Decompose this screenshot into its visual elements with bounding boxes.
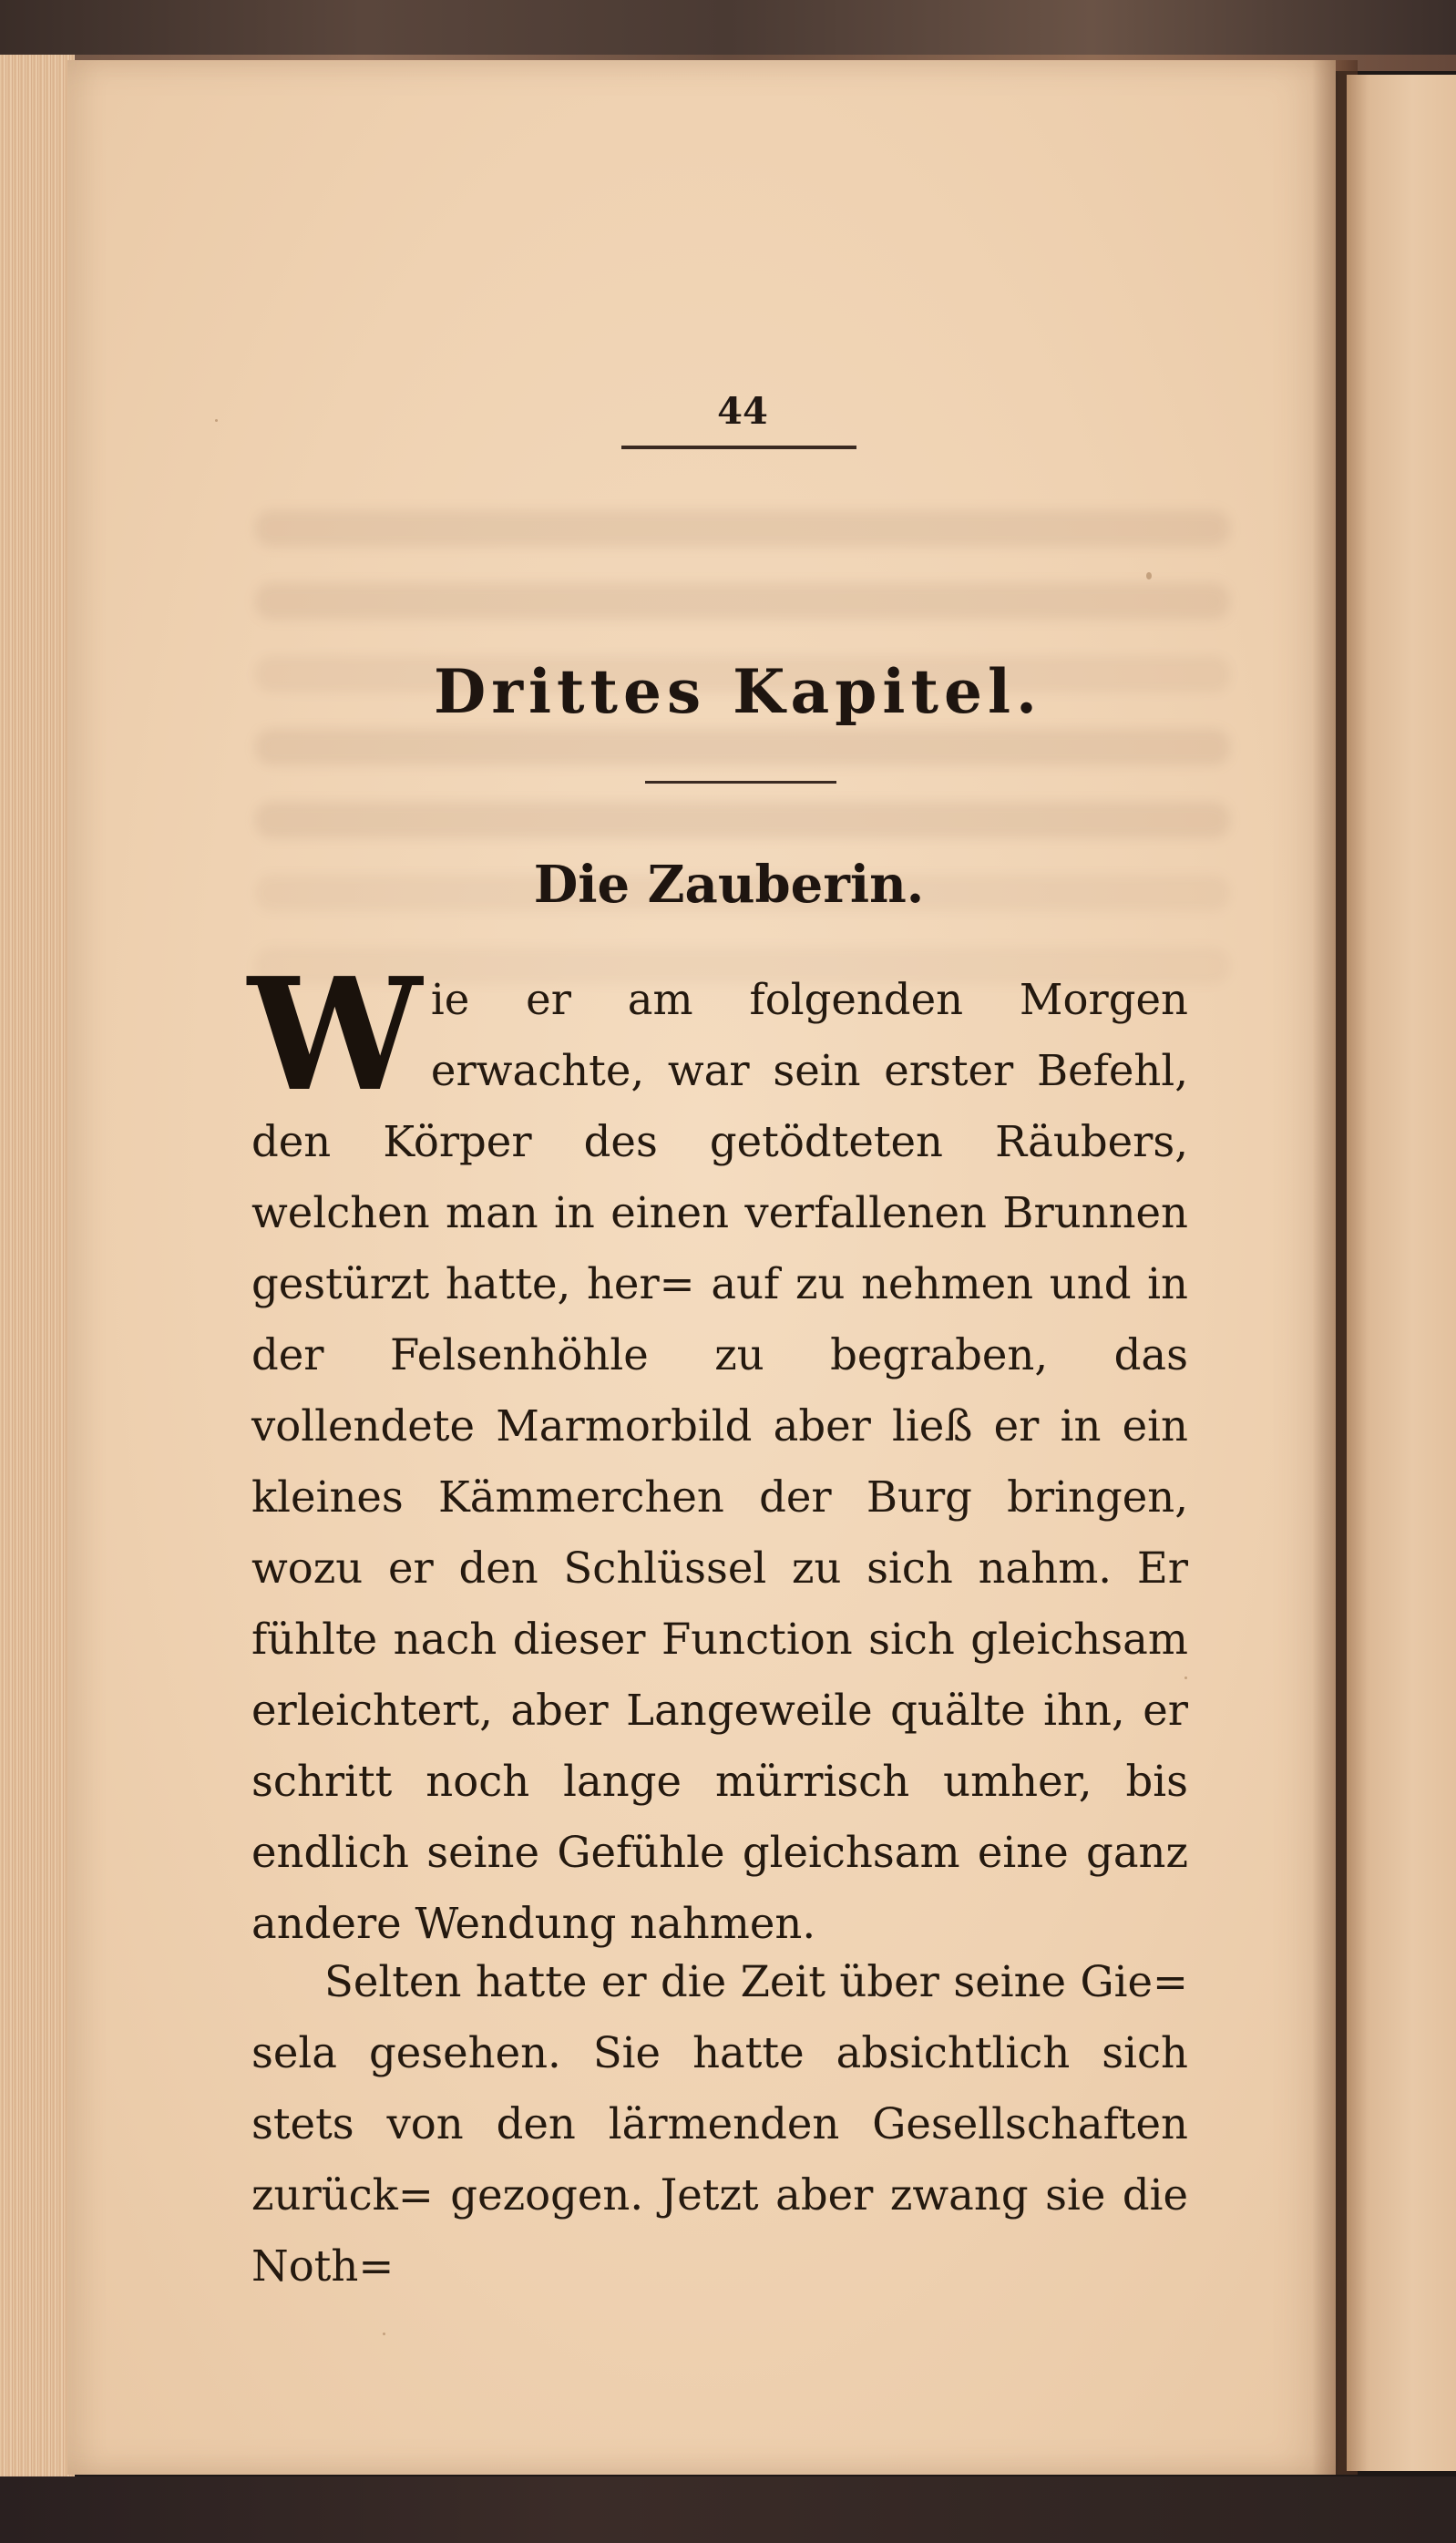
paragraph-1	[248, 944, 1188, 1959]
paragraph-1-text: ie er am folgenden Morgen erwachte, war sein erster Befehl, den Körper des getödteten Räubers, welchen man in einen verfallenen Brunnen gestürzt hatte, her= auf zu nehmen und in der Felsenhöhle zu begraben, das vollendete Marmorbild aber ließ er in ein kleines Kämmerchen der Burg bringen, wozu er den Schlüssel zu sich nahm. Er fühlte nach dieser Function sich gleichsam erleichtert, aber Langeweile quälte ihn, er schritt noch lange mürrisch umher, bis endlich seine Gefühle gleichsam eine ganz andere Wendung nahmen.	[251, 975, 1188, 1948]
header-rule	[621, 446, 856, 449]
cover-bottom-edge	[0, 2476, 1456, 2543]
paper-speck	[1146, 572, 1152, 579]
drop-cap: W	[248, 944, 422, 1126]
paper-speck	[383, 2333, 385, 2335]
page-stack-edge	[0, 55, 75, 2483]
chapter-rule	[645, 781, 836, 784]
paper-speck	[215, 419, 218, 422]
chapter-title: Drittes Kapitel.	[433, 656, 1043, 727]
facing-page-edge	[1347, 75, 1456, 2471]
chapter-subtitle: Die Zauberin.	[533, 855, 925, 915]
bleed-through	[255, 802, 1230, 838]
bleed-through	[255, 583, 1230, 620]
bleed-through	[255, 510, 1230, 547]
page-number: 44	[717, 390, 768, 433]
paragraph-2: Selten hatte er die Zeit über seine Gie= sela gesehen. Sie hatte absichtlich sich stets von den lärmenden Gesellschaften zurück= gezogen. Jetzt aber zwang sie die Noth=	[251, 1957, 1188, 2291]
paper-speck	[1184, 1677, 1187, 1679]
bleed-through	[255, 729, 1230, 765]
